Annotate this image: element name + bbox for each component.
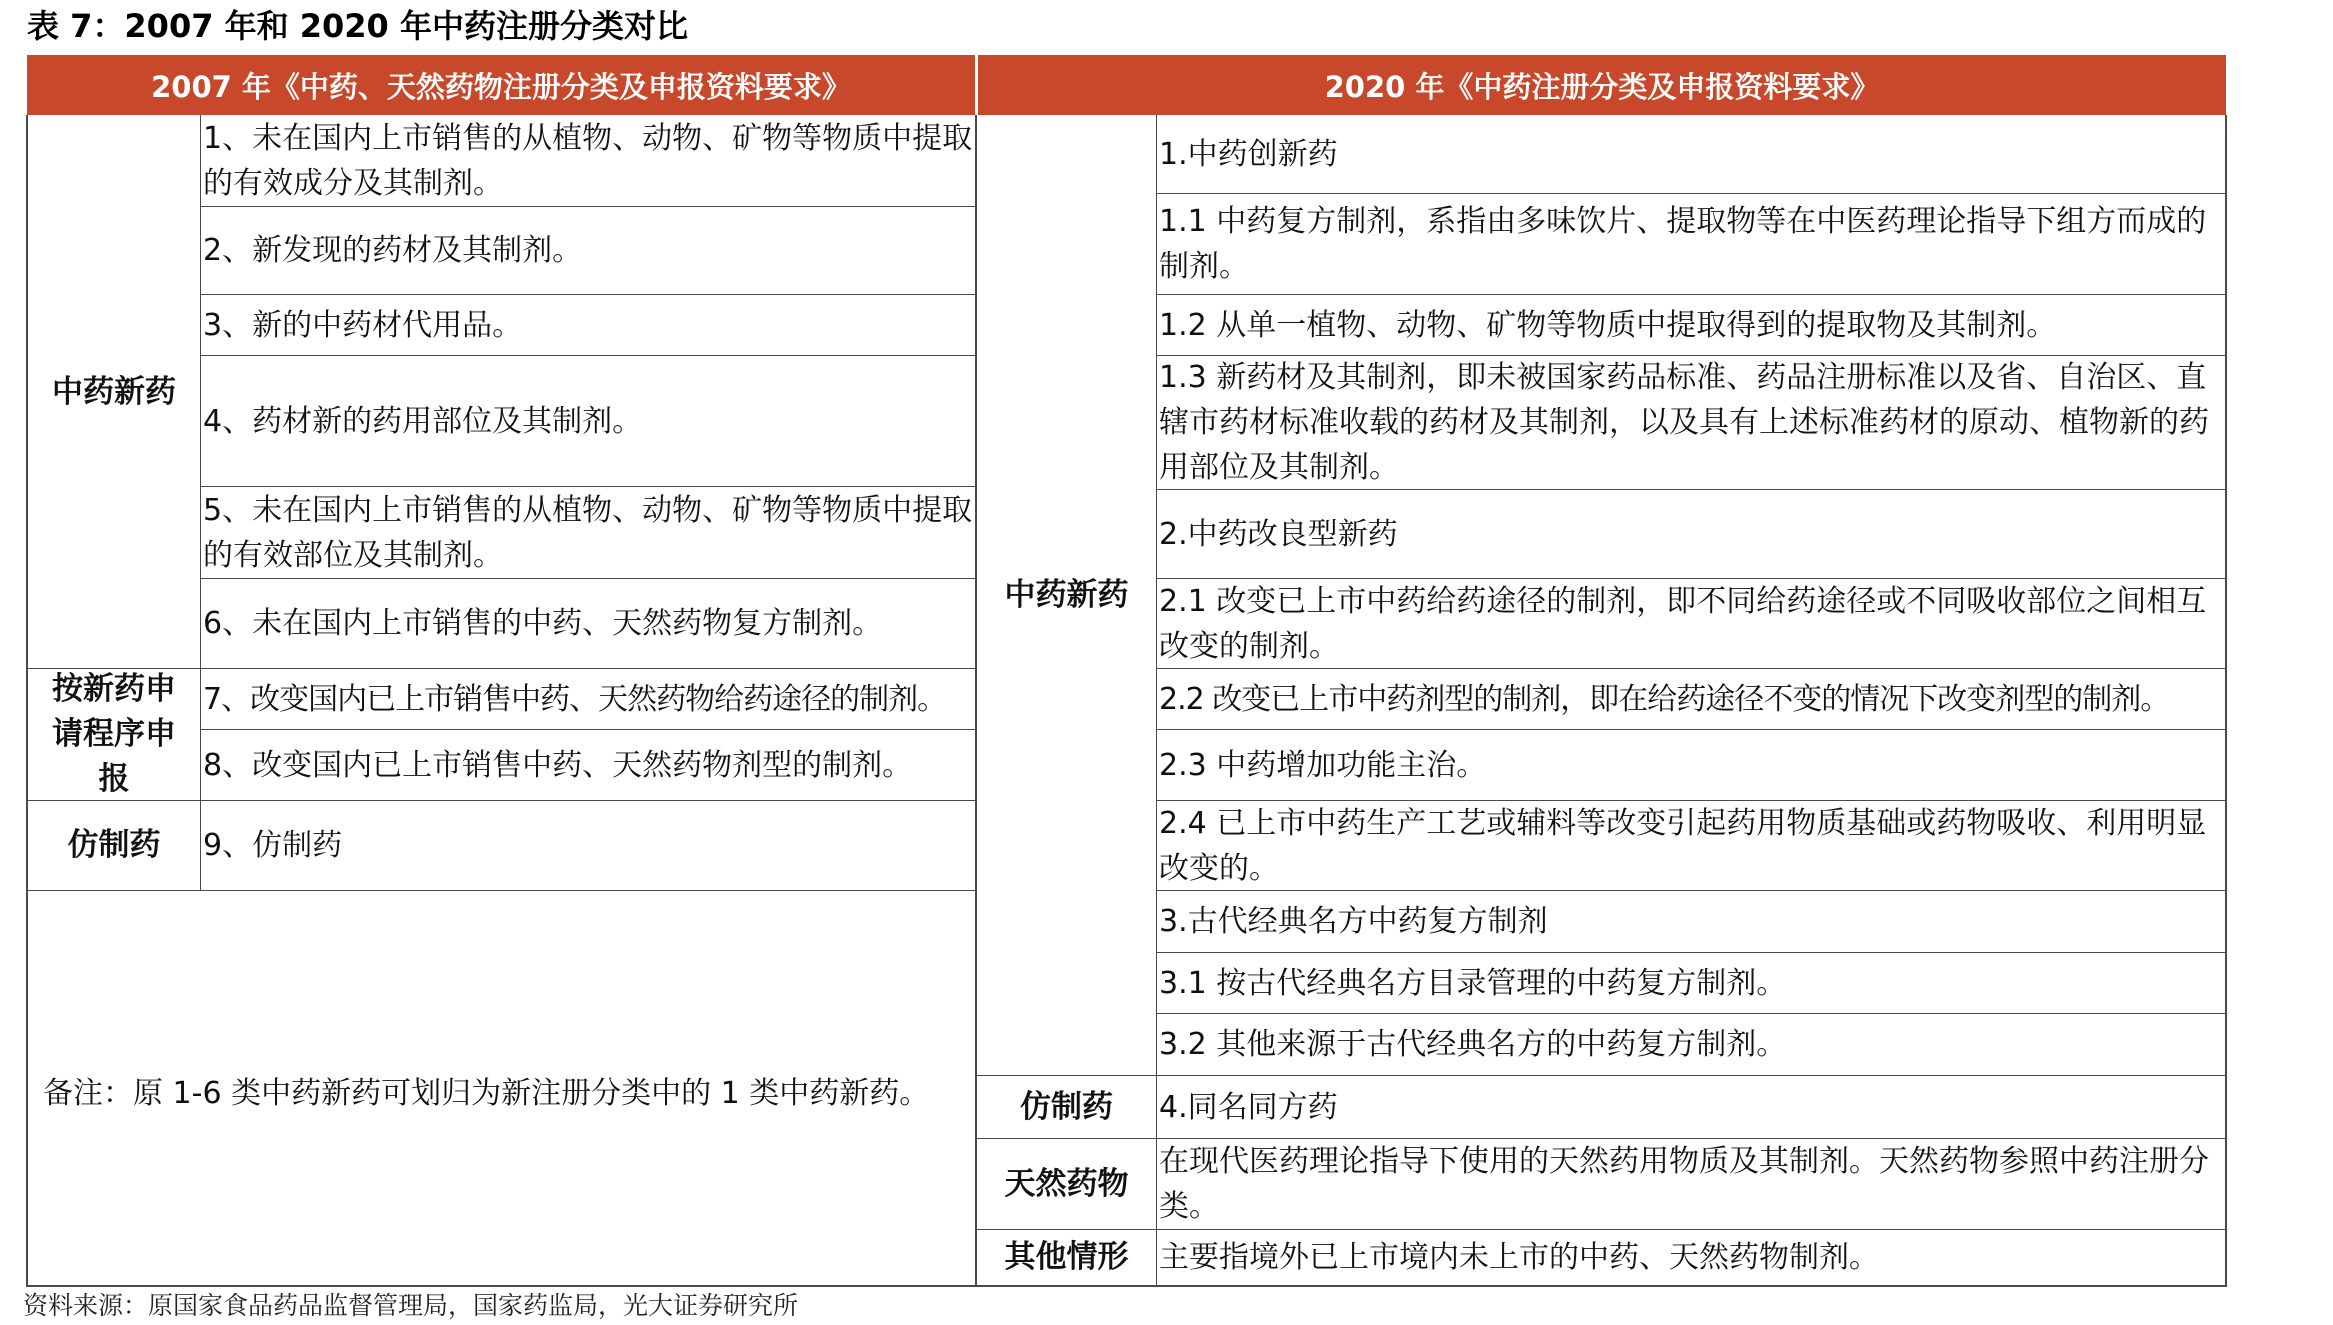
right-category-natural: 天然药物 (1004, 1165, 1129, 1202)
right-item: 4.同名同方药 (1159, 1089, 1338, 1125)
right-item: 2.中药改良型新药 (1159, 516, 1398, 552)
right-item: 2.3 中药增加功能主治。 (1159, 747, 1487, 783)
left-item: 7、改变国内已上市销售中药、天然药物给药途径的制剂。 (203, 681, 947, 717)
right-item: 1.2 从单一植物、动物、矿物等物质中提取得到的提取物及其制剂。 (1159, 307, 2057, 343)
left-category-new-drug-procedure: 按新药申请程序申报 (52, 671, 176, 797)
right-item: 1.中药创新药 (1159, 137, 1338, 172)
header-2007: 2007 年《中药、天然药物注册分类及申报资料要求》 (27, 55, 975, 115)
left-item: 9、仿制药 (203, 828, 343, 863)
right-category-other: 其他情形 (1004, 1239, 1129, 1275)
right-item: 1.3 新药材及其制剂，即未被国家药品标准、药品注册标准以及省、自治区、直辖市药材标准收载的药材及其制剂，以及具有上述标准药材的原动、植物新的药用部位及其制剂。 (1159, 360, 2209, 485)
left-item: 1、未在国内上市销售的从植物、动物、矿物等物质中提取的有效成分及其制剂。 (203, 121, 973, 201)
left-item: 3、新的中药材代用品。 (203, 307, 523, 343)
left-item: 5、未在国内上市销售的从植物、动物、矿物等物质中提取的有效部位及其制剂。 (203, 492, 973, 573)
right-item: 主要指境外已上市境内未上市的中药、天然药物制剂。 (1159, 1240, 1879, 1275)
right-category-generic: 仿制药 (1020, 1088, 1113, 1125)
header-2020: 2020 年《中药注册分类及申报资料要求》 (978, 55, 2226, 115)
source-note: 资料来源：原国家食品药品监督管理局，国家药监局，光大证券研究所 (23, 1291, 799, 1320)
right-item: 3.古代经典名方中药复方制剂 (1159, 904, 1548, 939)
right-item: 3.1 按古代经典名方目录管理的中药复方制剂。 (1159, 965, 1787, 1001)
right-item: 2.1 改变已上市中药给药途径的制剂，即不同给药途径或不同吸收部位之间相互改变的制剂。 (1159, 583, 2207, 664)
right-item: 3.2 其他来源于古代经典名方的中药复方制剂。 (1159, 1027, 1787, 1062)
table-title: 表 7：2007 年和 2020 年中药注册分类对比 (27, 7, 688, 45)
right-item: 2.4 已上市中药生产工艺或辅料等改变引起药用物质基础或药物吸收、利用明显改变的。 (1159, 805, 2207, 886)
left-category-new-tcm: 中药新药 (52, 373, 176, 410)
left-item: 8、改变国内已上市销售中药、天然药物剂型的制剂。 (203, 747, 913, 783)
left-category-generic: 仿制药 (67, 827, 161, 863)
right-item: 1.1 中药复方制剂，系指由多味饮片、提取物等在中医药理论指导下组方而成的制剂。 (1159, 204, 2207, 284)
right-category-new-tcm: 中药新药 (1004, 577, 1129, 613)
left-item: 4、药材新的药用部位及其制剂。 (203, 403, 643, 439)
left-item: 6、未在国内上市销售的中药、天然药物复方制剂。 (203, 606, 883, 641)
right-item: 2.2 改变已上市中药剂型的制剂，即在给药途径不变的情况下改变剂型的制剂。 (1159, 681, 2170, 717)
right-item: 在现代医药理论指导下使用的天然药用物质及其制剂。天然药物参照中药注册分类。 (1159, 1144, 2209, 1224)
left-note: 备注：原 1-6 类中药新药可划归为新注册分类中的 1 类中药新药。 (43, 1075, 930, 1111)
left-item: 2、新发现的药材及其制剂。 (203, 233, 583, 268)
